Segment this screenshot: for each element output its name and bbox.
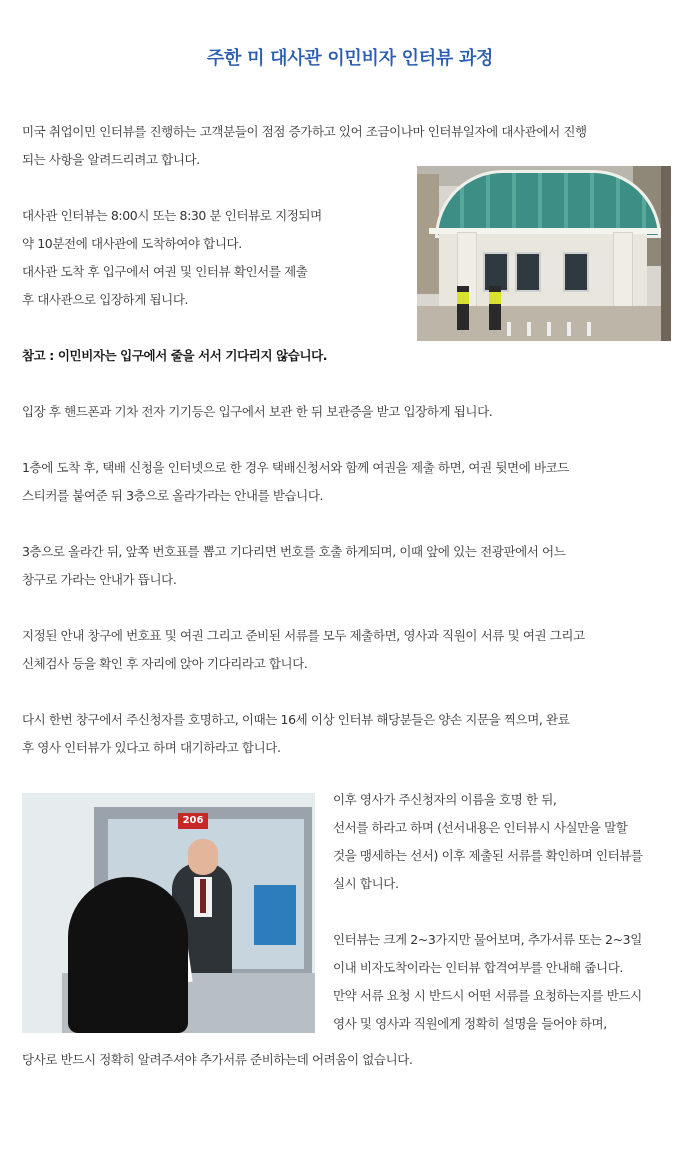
text-line: 되는 사항을 알려드리려고 합니다. bbox=[22, 152, 200, 167]
interview-paragraph bbox=[333, 786, 643, 898]
text-line: 만약 서류 요청 시 반드시 어떤 서류를 요청하는지를 반드시 bbox=[333, 988, 642, 1003]
text-line: 지정된 안내 창구에 번호표 및 여권 그리고 준비된 서류를 모두 제출하면, 영사과 직원이 서류 및 여권 그리고 bbox=[22, 628, 585, 643]
text-line: 실시 합니다. bbox=[333, 876, 399, 891]
text-line: 다시 한번 창구에서 주신청자를 호명하고, 이때는 16세 이상 인터뷰 해당분들은 양손 지문을 찍으며, 완료 bbox=[22, 712, 570, 727]
text-line: 후 대사관으로 입장하게 됩니다. bbox=[22, 292, 189, 307]
step-paragraph bbox=[22, 622, 585, 678]
text-line: 인터뷰는 크게 2~3가지만 물어보며, 추가서류 또는 2~3일 bbox=[333, 932, 642, 947]
text-line: 대사관 도착 후 입구에서 여권 및 인터뷰 확인서를 제출 bbox=[22, 264, 308, 279]
text-line: 3층으로 올라간 뒤, 앞쪽 번호표를 뽑고 기다리면 번호를 호출 하게되며, 이때 앞에 있는 전광판에서 어느 bbox=[22, 544, 566, 559]
text-line: 영사 및 영사과 직원에게 정확히 설명을 들어야 하며, bbox=[333, 1016, 607, 1031]
page-title: 주한 미 대사관 이민비자 인터뷰 과정 bbox=[206, 48, 494, 69]
text-line: 입장 후 핸드폰과 기차 전자 기기등은 입구에서 보관 한 뒤 보관증을 받고 입장하게 됩니다. bbox=[22, 404, 493, 419]
result-paragraph bbox=[333, 926, 642, 1038]
interview-window-photo bbox=[22, 793, 315, 1033]
text-line: 후 영사 인터뷰가 있다고 하며 대기하라고 합니다. bbox=[22, 740, 281, 755]
window-number-sign: 206 bbox=[178, 813, 208, 829]
text-line: 약 10분전에 대사관에 도착하여야 합니다. bbox=[22, 236, 242, 251]
text-line: 스티커를 붙여준 뒤 3층으로 올라가라는 안내를 받습니다. bbox=[22, 488, 324, 503]
text-line: 1층에 도착 후, 택배 신청을 인터넷으로 한 경우 택배신청서와 함께 여권을 제출 하면, 여권 뒷면에 바코드 bbox=[22, 460, 569, 475]
step-paragraph bbox=[22, 398, 492, 426]
text-line: 이내 비자도착이라는 인터뷰 합격여부를 안내해 줍니다. bbox=[333, 960, 623, 975]
text-line: 미국 취업이민 인터뷰를 진행하는 고객분들이 점점 증가하고 있어 조금이나마 인터뷰일자에 대사관에서 진행 bbox=[22, 124, 587, 139]
text-line: 창구로 가라는 안내가 뜹니다. bbox=[22, 572, 177, 587]
step-paragraph bbox=[22, 538, 565, 594]
note-text: 참고 : 이민비자는 입구에서 줄을 서서 기다리지 않습니다. bbox=[22, 348, 328, 363]
embassy-entrance-photo bbox=[417, 166, 671, 341]
text-line: 이후 영사가 주신청자의 이름을 호명 한 뒤, bbox=[333, 792, 557, 807]
text-line: 신체검사 등을 확인 후 자리에 앉아 기다리라고 합니다. bbox=[22, 656, 308, 671]
closing-text: 당사로 반드시 정확히 알려주셔야 추가서류 준비하는데 어려움이 없습니다. bbox=[22, 1052, 413, 1067]
text-line: 것을 맹세하는 선서) 이후 제출된 서류를 확인하며 인터뷰를 bbox=[333, 848, 643, 863]
text-line: 대사관 인터뷰는 8:00시 또는 8:30 분 인터뷰로 지정되며 bbox=[22, 208, 322, 223]
step-paragraph bbox=[22, 706, 569, 762]
text-line: 선서를 하라고 하며 (선서내용은 인터뷰시 사실만을 말할 bbox=[333, 820, 628, 835]
step-paragraph bbox=[22, 454, 569, 510]
arrival-paragraph bbox=[22, 202, 322, 314]
